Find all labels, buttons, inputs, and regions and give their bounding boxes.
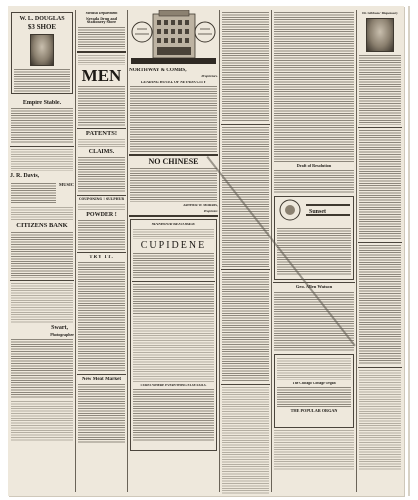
drug-store-line: Nevada Drug and Stationery Store — [86, 16, 117, 25]
gibbons-title: Dr. Gibbons' Dispensary — [362, 12, 398, 15]
cupidene-symptoms-list — [133, 316, 214, 382]
column-rule — [75, 10, 76, 492]
column-5 — [273, 10, 355, 494]
photographer-title: Photographer — [50, 332, 74, 337]
organ-ad — [274, 354, 354, 428]
divider — [129, 215, 218, 217]
divider — [358, 242, 402, 243]
divider — [358, 127, 402, 128]
divider — [129, 154, 218, 156]
column-2 — [77, 10, 126, 494]
column-1 — [10, 10, 74, 494]
column-6-text-2 — [359, 245, 401, 365]
sunset-title: Sunset — [309, 209, 327, 216]
divider — [77, 195, 126, 196]
divider — [273, 282, 355, 283]
cupidene-intro — [133, 229, 214, 239]
sunset-text — [277, 228, 351, 276]
davis-text — [11, 183, 56, 203]
newspaper-page — [8, 6, 404, 496]
meat-market-text — [78, 384, 125, 444]
proprietor-role: Proprietor. — [203, 209, 218, 213]
masthead-title: NORTHWAY & COMBS, — [129, 68, 187, 73]
column-rule — [219, 10, 220, 492]
divider — [132, 281, 215, 282]
cupidene-bottom-line: CURES WHERE EVERYTHING ELSE FAILS. — [140, 383, 207, 387]
cupidene-title: CUPIDENE — [140, 240, 207, 251]
music-label: MUSIC — [58, 183, 74, 187]
douglas-product: $3 SHOE — [27, 24, 57, 31]
manhood-restored-kicker: MANHOOD RESTORED! — [151, 223, 196, 227]
sunset-ad — [274, 196, 354, 280]
sulphur-text — [78, 204, 125, 210]
douglas-portrait — [30, 34, 54, 66]
watson-text — [274, 292, 354, 352]
citizens-bank-text — [11, 232, 73, 278]
empire-stable-title: Empire Stable. — [22, 100, 62, 106]
cupidene-ad — [130, 219, 217, 451]
men-text — [78, 86, 125, 126]
watson-title: Geo. Allen Watson — [295, 285, 333, 290]
column-6 — [358, 10, 402, 494]
column-4-text-2 — [222, 127, 269, 267]
douglas-shoe-ad — [11, 12, 73, 94]
divider — [77, 51, 126, 53]
no-chinese-title: NO CHINESE — [148, 158, 199, 167]
men-kicker-text — [78, 55, 125, 65]
divider — [221, 384, 270, 385]
column-1-text-2 — [11, 207, 73, 221]
column-rule — [356, 10, 357, 492]
men-title: MEN — [81, 66, 122, 84]
column-1-text-5 — [11, 401, 73, 441]
cupidene-text-2 — [133, 284, 214, 314]
meat-market-title: New Meat Market — [81, 376, 122, 382]
divider — [77, 374, 126, 375]
masthead-tagline: LEADING HOTEL OF NEVADA CITY — [141, 80, 206, 84]
claims-title: CLAIMS. — [88, 149, 115, 156]
patents-text — [78, 139, 125, 147]
gibbons-portrait — [366, 18, 394, 52]
column-4-text-1 — [222, 12, 269, 122]
divider — [77, 252, 126, 253]
divider — [77, 128, 126, 129]
column-3 — [129, 10, 218, 494]
citizens-bank-title: CITIZENS BANK — [16, 223, 68, 229]
hotel-masthead — [129, 10, 218, 66]
patents-title: PATENTS! — [85, 130, 118, 137]
douglas-text-block — [14, 69, 70, 93]
column-1-text — [11, 149, 73, 171]
claims-text — [78, 157, 125, 193]
cupidene-text-3 — [133, 389, 214, 441]
column-6-text-1 — [359, 130, 401, 240]
column-rule — [271, 10, 272, 492]
column-4-text-4 — [222, 387, 269, 494]
organ-title: The Chicago Cottage Organ — [292, 381, 336, 385]
organ-text — [277, 387, 351, 407]
organ-intro — [277, 358, 351, 380]
divider — [221, 269, 270, 270]
divider — [221, 124, 270, 125]
column-rule — [127, 10, 128, 492]
powder-title: POWDER ! — [86, 211, 117, 218]
column-5-text-1 — [274, 12, 354, 162]
try-it-text — [78, 262, 125, 372]
hotel-text — [130, 86, 217, 152]
popular-organ-title: THE POPULAR ORGAN — [290, 409, 338, 414]
couponing-line: COUPONING ! SULPHUR — [78, 197, 125, 202]
masthead-sub: Proprietors. — [201, 75, 218, 79]
column-4-text-3 — [222, 272, 269, 382]
douglas-name: W. L. DOUGLAS — [19, 16, 65, 22]
column-6-text-3 — [359, 370, 401, 470]
divider — [358, 367, 402, 368]
no-chinese-text — [130, 168, 217, 202]
column-4 — [221, 10, 270, 494]
resolution-text — [274, 170, 354, 194]
column-1-text-3 — [11, 283, 73, 323]
divider — [10, 146, 74, 147]
proprietor-signoff: ARTHUR W. MORRIS, — [183, 204, 218, 208]
powder-text — [78, 220, 125, 250]
column-1-text-4 — [11, 339, 73, 399]
gibbons-text — [359, 55, 401, 125]
resolution-title: Draft of Resolution — [296, 164, 332, 168]
try-it-title: TRY IT. — [89, 254, 114, 260]
davis-name: J. R. Davis, — [10, 173, 40, 179]
hotel-building-engraving — [129, 10, 218, 66]
divider — [10, 280, 74, 281]
swart-name: Swart, — [51, 324, 68, 331]
drug-store-text — [78, 27, 125, 49]
empire-stable-text — [11, 108, 73, 144]
column-5-text-2 — [274, 430, 354, 470]
cupidene-text — [133, 253, 214, 279]
medical-dept-line: Medical Department — [85, 12, 118, 15]
